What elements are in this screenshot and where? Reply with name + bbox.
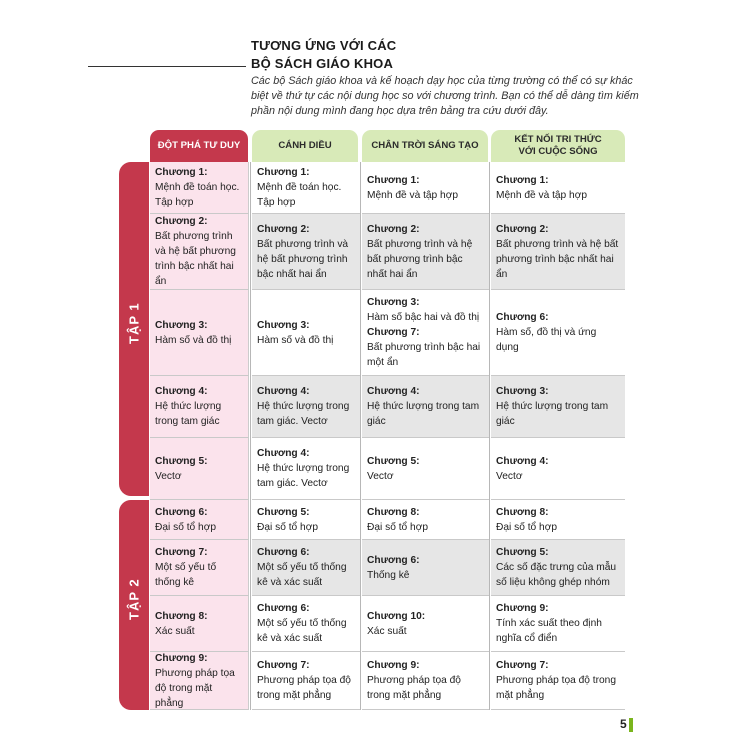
chapter-number: Chương 5: bbox=[496, 547, 549, 558]
chapter-title: Phương pháp tọa độ trong mặt phẳng bbox=[367, 675, 461, 701]
volume-tab-1 bbox=[119, 162, 149, 496]
chapter-number: Chương 6: bbox=[496, 312, 549, 323]
table-cell bbox=[491, 214, 625, 290]
column-header-dot-pha-tu-duy: ĐỘT PHÁ TƯ DUY bbox=[150, 130, 248, 162]
chapter-number: Chương 9: bbox=[496, 603, 549, 614]
chapter-title: Một số yếu tố thống kê và xác suất bbox=[257, 618, 347, 644]
chapter-title: Hệ thức lượng trong tam giác bbox=[496, 401, 609, 427]
chapter-title: Các số đặc trưng của mẫu số liệu không ghép nhóm bbox=[496, 562, 617, 588]
chapter-number: Chương 7: bbox=[155, 547, 208, 558]
table-cell bbox=[150, 540, 249, 596]
chapter-number: Chương 4: bbox=[496, 455, 549, 467]
table-cell bbox=[491, 652, 625, 710]
table-cell bbox=[252, 500, 360, 540]
table-cell bbox=[362, 438, 489, 500]
chapter-title: Hệ thức lượng trong tam giác bbox=[367, 401, 480, 427]
page-number: 5 bbox=[620, 717, 627, 731]
chapter-number: Chương 8: bbox=[496, 506, 549, 518]
chapter-number: Chương 5: bbox=[257, 506, 310, 518]
chapter-title: Thống kê bbox=[367, 569, 410, 581]
chapter-title: Mệnh đề toán học. Tập hợp bbox=[155, 182, 240, 208]
table-cell bbox=[252, 290, 360, 376]
chapter-title: Vectơ bbox=[155, 470, 182, 482]
volume-tab-2 bbox=[119, 500, 149, 710]
chapter-title: Bất phương trình bậc hai một ẩn bbox=[367, 342, 481, 368]
chapter-title: Hàm số và đồ thị bbox=[257, 334, 334, 346]
chapter-number: Chương 4: bbox=[155, 386, 208, 397]
column-header-chan-troi-sang-tao: CHÂN TRỜI SÁNG TẠO bbox=[362, 130, 488, 162]
table-cell bbox=[252, 438, 360, 500]
title-line-1: TƯƠNG ỨNG VỚI CÁC bbox=[251, 38, 397, 53]
table-cell bbox=[150, 500, 249, 540]
chapter-title: Đại số tổ hợp bbox=[496, 521, 558, 533]
chapter-title: Đại số tổ hợp bbox=[367, 521, 429, 533]
chapter-title: Một số yếu tố thống kê và xác suất bbox=[257, 562, 347, 588]
chapter-title: Xác suất bbox=[367, 625, 407, 637]
chapter-number: Chương 2: bbox=[496, 223, 549, 235]
chapter-number: Chương 1: bbox=[367, 174, 420, 186]
chapter-number: Chương 9: bbox=[367, 660, 420, 671]
chapter-number: Chương 9: bbox=[155, 652, 208, 664]
chapter-number: Chương 2: bbox=[155, 216, 208, 227]
table-cell bbox=[362, 500, 489, 540]
chapter-title: Phương pháp tọa độ trong mặt phẳng bbox=[257, 675, 351, 701]
chapter-number: Chương 7: bbox=[496, 660, 549, 671]
chapter-number: Chương 10: bbox=[367, 610, 426, 622]
table-cell bbox=[491, 376, 625, 438]
chapter-number: Chương 3: bbox=[367, 297, 420, 308]
column-header-canh-dieu: CÁNH DIỀU bbox=[252, 130, 358, 162]
chapter-title: Vectơ bbox=[496, 470, 523, 482]
intro-paragraph: Các bộ Sách giáo khoa và kế hoạch dạy học của từng trường có thể có sự khác biệt về thứ tự các nội dung học so với chương trình. Bạn có thể dễ dàng tìm kiếm phần nội dung mình đang học dựa trên bảng tra cứu dưới đây. bbox=[251, 75, 639, 117]
table-cell bbox=[150, 652, 249, 710]
chapter-number: Chương 3: bbox=[496, 386, 549, 397]
chapter-title: Bất phương trình và hệ bất phương trình bậc nhất hai ẩn bbox=[367, 238, 473, 280]
table-cell bbox=[491, 500, 625, 540]
chapter-number: Chương 8: bbox=[367, 506, 420, 518]
table-cell bbox=[252, 596, 360, 652]
chapter-title: Mệnh đề toán học. Tập hợp bbox=[257, 182, 342, 208]
chapter-number: Chương 5: bbox=[155, 455, 208, 467]
chapter-number: Chương 5: bbox=[367, 455, 420, 467]
column-divider bbox=[250, 162, 251, 710]
chapter-title: Phương pháp tọa độ trong mặt phẳng bbox=[496, 675, 616, 701]
chapter-number: Chương 2: bbox=[257, 223, 310, 235]
chapter-number: Chương 1: bbox=[155, 167, 208, 178]
chapter-title: Hệ thức lượng trong tam giác bbox=[155, 401, 222, 427]
table-cell bbox=[252, 540, 360, 596]
table-cell bbox=[491, 438, 625, 500]
column-divider bbox=[489, 162, 490, 710]
chapter-title: Mệnh đề và tập hợp bbox=[496, 189, 588, 201]
table-cell bbox=[252, 652, 360, 710]
volume-label-2: TẬP 2 bbox=[126, 578, 142, 620]
chapter-title: Bất phương trình và hệ bất phương trình bậc nhất hai ẩn bbox=[257, 238, 349, 280]
table-cell bbox=[150, 214, 249, 290]
table-cell bbox=[252, 214, 360, 290]
table-cell bbox=[491, 162, 625, 214]
chapter-title: Vectơ bbox=[367, 470, 394, 482]
table-cell bbox=[362, 214, 489, 290]
chapter-number: Chương 6: bbox=[257, 603, 310, 614]
chapter-title: Tính xác suất theo định nghĩa cổ điển bbox=[496, 618, 602, 644]
volume-label-1: TẬP 1 bbox=[126, 302, 142, 344]
table-cell bbox=[362, 162, 489, 214]
chapter-title: Mệnh đề và tập hợp bbox=[367, 189, 459, 201]
chapter-title: Phương pháp tọa độ trong mặt phẳng bbox=[155, 667, 235, 709]
chapter-title: Một số yếu tố thống kê bbox=[155, 562, 217, 588]
chapter-number: Chương 4: bbox=[257, 386, 310, 397]
chapter-number: Chương 4: bbox=[257, 448, 310, 459]
column-header-ket-noi-tri-thuc: KẾT NỐI TRI THỨC VỚI CUỘC SỐNG bbox=[491, 130, 625, 162]
chapter-title: Hàm số bậc hai và đồ thị bbox=[367, 312, 480, 323]
table-cell bbox=[150, 438, 249, 500]
table-cell bbox=[491, 540, 625, 596]
chapter-number: Chương 3: bbox=[257, 319, 310, 331]
table-cell bbox=[252, 162, 360, 214]
page-number-bar bbox=[629, 718, 633, 732]
table-cell bbox=[491, 596, 625, 652]
title-line-2: BỘ SÁCH GIÁO KHOA bbox=[251, 56, 394, 71]
chapter-number: Chương 2: bbox=[367, 223, 420, 235]
chapter-number: Chương 8: bbox=[155, 610, 208, 622]
table-cell bbox=[362, 652, 489, 710]
chapter-number: Chương 7: bbox=[257, 660, 310, 671]
chapter-title: Đại số tổ hợp bbox=[155, 521, 217, 533]
column-divider bbox=[360, 162, 361, 710]
chapter-number: Chương 4: bbox=[367, 386, 420, 397]
chapter-number: Chương 1: bbox=[257, 167, 310, 178]
table-cell bbox=[252, 376, 360, 438]
page-title bbox=[251, 37, 396, 73]
chapter-number: Chương 6: bbox=[155, 506, 208, 518]
table-cell bbox=[150, 596, 249, 652]
chapter-title: Hệ thức lượng trong tam giác. Vectơ bbox=[257, 463, 350, 489]
table-cell bbox=[491, 290, 625, 376]
table-cell bbox=[362, 540, 489, 596]
title-rule bbox=[88, 66, 246, 67]
table-cell bbox=[362, 376, 489, 438]
table-cell bbox=[362, 596, 489, 652]
chapter-title: Bất phương trình và hệ bất phương trình bậc nhất hai ẩn bbox=[496, 238, 619, 280]
chapter-title: Xác suất bbox=[155, 625, 195, 637]
chapter-title: Hệ thức lượng trong tam giác. Vectơ bbox=[257, 401, 350, 427]
table-cell bbox=[150, 376, 249, 438]
chapter-title: Đại số tổ hợp bbox=[257, 521, 319, 533]
table-cell bbox=[150, 162, 249, 214]
chapter-number: Chương 1: bbox=[496, 174, 549, 186]
chapter-title: Hàm số, đồ thị và ứng dụng bbox=[496, 327, 597, 353]
chapter-title: Hàm số và đồ thị bbox=[155, 334, 232, 346]
chapter-number: Chương 6: bbox=[257, 547, 310, 558]
chapter-title: Bất phương trình và hệ bất phương trình bậc nhất hai ẩn bbox=[155, 231, 236, 287]
table-cell bbox=[150, 290, 249, 376]
chapter-number: Chương 7: bbox=[367, 327, 420, 338]
chapter-number: Chương 3: bbox=[155, 319, 208, 331]
chapter-number: Chương 6: bbox=[367, 554, 420, 566]
table-cell bbox=[362, 290, 489, 376]
